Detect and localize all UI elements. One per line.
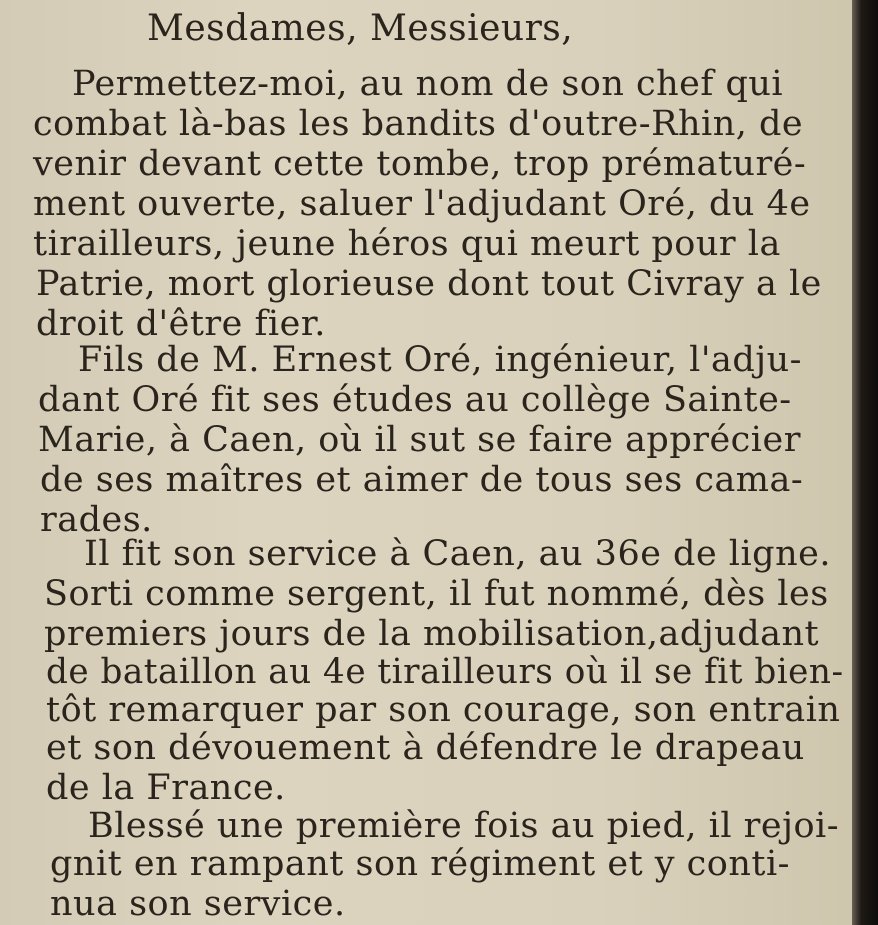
- text-line: de ses maîtres et aimer de tous ses cama-: [40, 460, 804, 500]
- text-line: tirailleurs, jeune héros qui meurt pour la: [33, 224, 781, 264]
- page-binding-edge: [852, 0, 878, 925]
- text-line: droit d'être fier.: [36, 304, 326, 344]
- text-line: Il fit son service à Caen, au 36e de ligne.: [84, 534, 831, 574]
- text-line: venir devant cette tombe, trop prématuré-: [33, 144, 807, 184]
- text-line: tôt remarquer par son courage, son entrain: [46, 690, 841, 730]
- text-line: Patrie, mort glorieuse dont tout Civray a le: [36, 264, 822, 304]
- text-line: Permettez-moi, au nom de son chef qui: [72, 64, 784, 104]
- text-line: et son dévouement à défendre le drapeau: [46, 728, 805, 768]
- text-line: nua son service.: [50, 884, 346, 924]
- text-line: combat là-bas les bandits d'outre-Rhin, de: [33, 104, 804, 144]
- text-line: Fils de M. Ernest Oré, ingénieur, l'adju-: [78, 340, 802, 380]
- text-line: Blessé une première fois au pied, il rejoi-: [88, 806, 840, 846]
- text-line: rades.: [40, 500, 153, 540]
- text-line: dant Oré fit ses études au collège Sainte-: [38, 380, 792, 420]
- text-line: Marie, à Caen, où il sut se faire apprécier: [38, 420, 801, 460]
- text-line: Sorti comme sergent, il fut nommé, dès les: [44, 574, 829, 614]
- text-line: de bataillon au 4e tirailleurs où il se fit bien-: [46, 652, 844, 692]
- text-line: de la France.: [46, 768, 286, 808]
- text-line: ment ouverte, saluer l'adjudant Oré, du 4e: [33, 184, 811, 224]
- text-line: premiers jours de la mobilisation,adjudant: [44, 614, 820, 654]
- salutation-heading: Mesdames, Messieurs,: [147, 8, 574, 49]
- text-line: gnit en rampant son régiment et y conti-: [50, 844, 790, 884]
